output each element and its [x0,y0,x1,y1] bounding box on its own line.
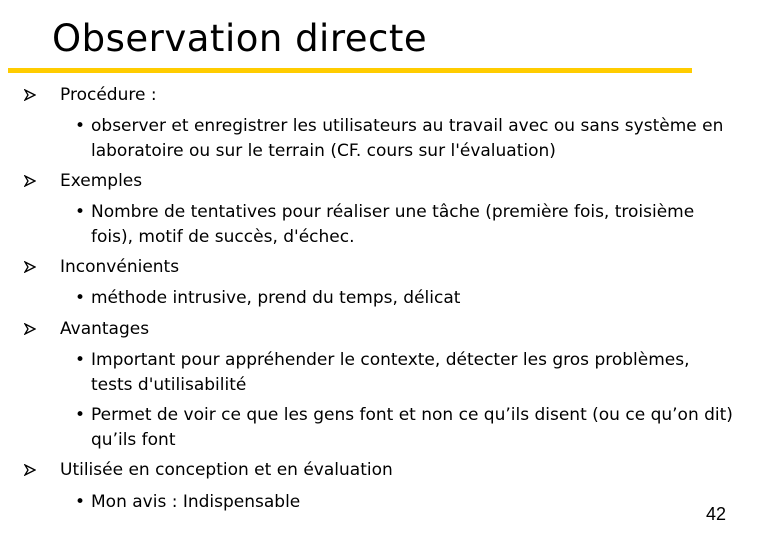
dot-icon: • [75,288,86,308]
bullet-avantages: Avantages [60,319,150,339]
sub-bullet: • observer et enregistrer les utilisateurs au travail avec ou sans système en laboratoire ou sur le terrain (CF. cours sur l'évaluation) [75,116,724,161]
dot-icon: • [75,202,86,222]
dot-icon: • [75,116,86,136]
page-number: 42 [706,504,727,524]
bullet-inconvenients: Inconvénients [60,257,180,277]
arrow-bullet-icon [24,175,36,187]
sub-bullet: • méthode intrusive, prend du temps, délicat [75,286,735,311]
bullet-utilisee: Utilisée en conception et en évaluation [60,460,393,480]
dot-icon: • [75,350,86,370]
arrow-bullet-icon [24,89,36,101]
dot-icon: • [75,405,86,425]
slide-title: Observation directe [52,17,428,60]
bullet-procedure: Procédure : [60,85,157,105]
dot-icon: • [75,492,86,512]
arrow-bullet-icon [24,261,36,273]
bullet-exemples: Exemples [60,171,143,191]
sub-bullet: • Important pour appréhender le contexte, détecter les gros problèmes, tests d'utilisabilité [75,350,690,395]
arrow-bullet-icon [24,323,36,335]
sub-bullet: • Mon avis : Indispensable [75,490,735,515]
sub-bullet: • Nombre de tentatives pour réaliser une tâche (première fois, troisième fois), motif de succès, d'échec. [75,202,695,247]
arrow-bullet-icon [24,464,36,476]
sub-bullet: • Permet de voir ce que les gens font et non ce qu’ils disent (ou ce qu’on dit) qu’ils font [75,405,733,450]
